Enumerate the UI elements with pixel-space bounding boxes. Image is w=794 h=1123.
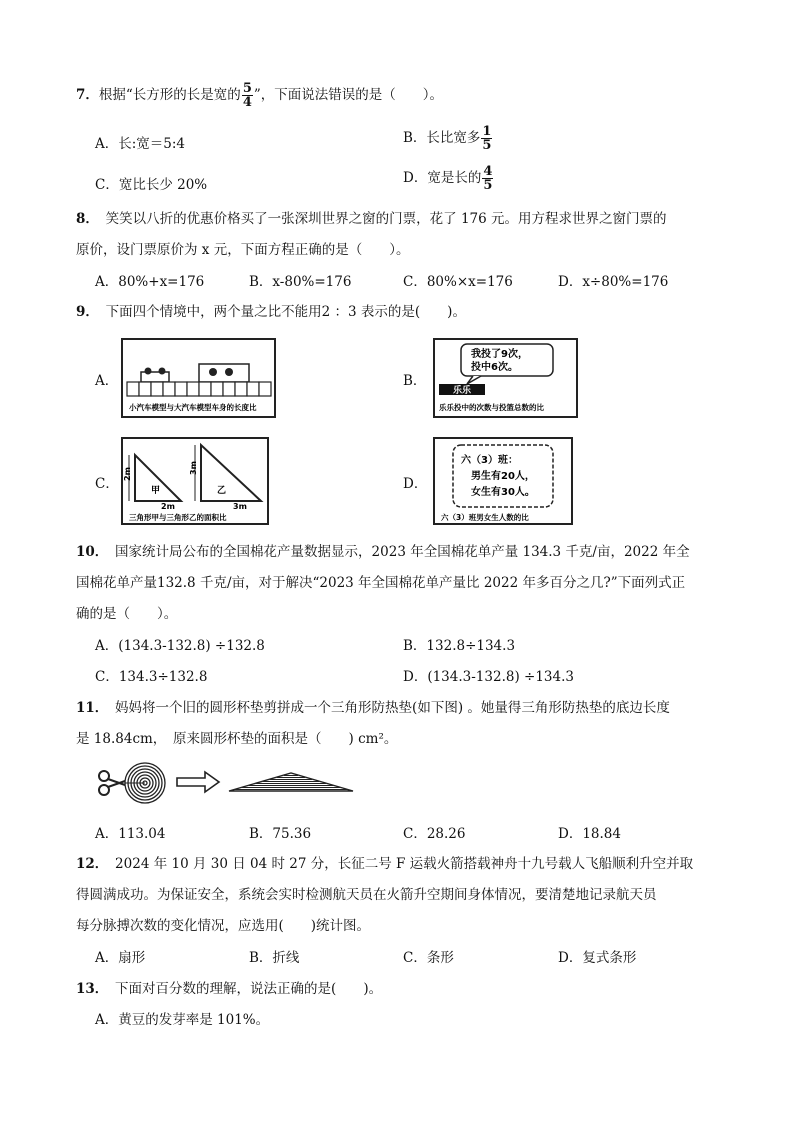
- q11-figure: [95, 760, 357, 804]
- coaster-circle-icon: [125, 763, 165, 803]
- q13-stem: 13． 下面对百分数的理解，说法正确的是( )。: [76, 981, 383, 997]
- base-yi: 3m: [233, 502, 247, 511]
- q9-figure-d[interactable]: [433, 437, 573, 525]
- arrow-right-icon: [177, 772, 219, 792]
- q12-stem-line1: 12． 2024 年 10 月 30 日 04 时 27 分，长征二号 F 运载火箭搭载神舟十九号载人飞船顺利升空并取: [76, 856, 694, 872]
- figure-a-caption: 小汽车模型与大汽车模型车身的长度比: [129, 403, 257, 412]
- q11-stem-line1: 11． 妈妈将一个旧的圆形杯垫剪拼成一个三角形防热垫(如下图) 。她量得三角形防热垫的底边长度: [76, 700, 670, 716]
- q8-option-d[interactable]: D．x÷80%=176: [558, 274, 669, 290]
- q9-stem: 9． 下面四个情境中，两个量之比不能用2 ：3 表示的是( )。: [76, 304, 466, 320]
- q7-option-d[interactable]: D．宽是长的 $\frac{4}{5}$: [403, 164, 493, 193]
- height-yi: 3m: [189, 461, 198, 475]
- label-jia: 甲: [151, 486, 161, 496]
- q10-option-b[interactable]: B．132.8÷134.3: [403, 638, 516, 654]
- q9-option-d-label[interactable]: D．: [403, 476, 428, 492]
- q9-figure-a[interactable]: [121, 338, 276, 418]
- q12-option-b[interactable]: B．折线: [249, 950, 300, 966]
- notice-line3: 女生有30人。: [471, 487, 535, 498]
- q11-number: 11．: [76, 700, 102, 716]
- q10-option-c[interactable]: C．134.3÷132.8: [95, 669, 208, 685]
- q13-number: 13．: [76, 981, 102, 997]
- q7-option-b-fraction: $\frac{1}{5}$: [482, 124, 492, 153]
- q10-number: 10．: [76, 544, 102, 560]
- q10-stem-line3: 确的是（ ）。: [76, 606, 178, 622]
- scissors-icon: [99, 771, 125, 795]
- q12-option-c[interactable]: C．条形: [403, 950, 454, 966]
- name-tag-lele: 乐乐: [453, 386, 472, 396]
- q8-number: 8．: [76, 211, 93, 227]
- q7-option-b[interactable]: B．长比宽多 $\frac{1}{5}$: [403, 124, 492, 153]
- triangles-image: [121, 437, 269, 525]
- q10-option-a[interactable]: A．(134.3-132.8) ÷132.8: [95, 638, 265, 654]
- q8-option-b[interactable]: B．x-80%=176: [249, 274, 352, 290]
- base-jia: 2m: [161, 502, 175, 511]
- q11-option-b[interactable]: B．75.36: [249, 826, 312, 842]
- q10-stem-line2: 国棉花单产量132.8 千克/亩，对于解决“2023 年全国棉花单产量比 2022 年多百分之几?”下面列式正: [76, 575, 686, 591]
- figure-c-caption: 三角形甲与三角形乙的面积比: [129, 513, 227, 522]
- figure-b-caption: 乐乐投中的次数与投篮总数的比: [439, 403, 544, 412]
- q11-option-a[interactable]: A．113.04: [95, 826, 166, 842]
- notice-line2: 男生有20人，: [471, 471, 535, 482]
- notice-line1: 六（3）班：: [461, 455, 518, 466]
- q8-stem-line1: 8． 笑笑以八折的优惠价格买了一张深圳世界之窗的门票，花了 176 元。用方程求世界之窗门票的: [76, 211, 667, 227]
- q7-option-a[interactable]: A．长:宽＝5:4: [95, 136, 186, 152]
- q7-option-c[interactable]: C．宽比长少 20%: [95, 177, 208, 193]
- q12-stem-line3: 每分脉搏次数的变化情况，应选用( )统计图。: [76, 918, 371, 934]
- class-notice-image: [433, 437, 573, 525]
- basketball-speech-image: [433, 338, 578, 418]
- q9-figure-b[interactable]: [433, 338, 578, 418]
- height-jia: 2m: [123, 467, 132, 481]
- label-yi: 乙: [217, 486, 227, 496]
- q10-option-d[interactable]: D．(134.3-132.8) ÷134.3: [403, 669, 574, 685]
- q9-number: 9．: [76, 304, 93, 320]
- q9-option-c-label[interactable]: C．: [95, 476, 119, 492]
- q7-number: 7．: [76, 87, 99, 103]
- q12-option-d[interactable]: D．复式条形: [558, 950, 637, 966]
- q7-option-d-fraction: $\frac{4}{5}$: [483, 164, 493, 193]
- q10-stem-line1: 10． 国家统计局公布的全国棉花产量数据显示，2023 年全国棉花单产量 134.3 千克/亩，2022 年全: [76, 544, 690, 560]
- speech-line2: 投中6次。: [471, 362, 518, 373]
- q11-option-c[interactable]: C．28.26: [403, 826, 466, 842]
- q13-option-a[interactable]: A．黄豆的发芽率是 101%。: [95, 1012, 270, 1028]
- q12-option-a[interactable]: A．扇形: [95, 950, 146, 966]
- triangle-pad-icon: [229, 773, 353, 791]
- q8-option-c[interactable]: C．80%×x=176: [403, 274, 513, 290]
- q11-stem-line2: 是 18.84cm， 原来圆形杯垫的面积是（ ) cm²。: [76, 731, 398, 747]
- q7-stem: 7．根据“长方形的长是宽的 $\frac{5}{4}$ ”，下面说法错误的是（ ）。: [76, 81, 444, 110]
- q12-stem-line2: 得圆满成功。为保证安全，系统会实时检测航天员在火箭升空期间身体情况，要清楚地记录航天员: [76, 887, 657, 903]
- q8-stem-line2: 原价，设门票原价为 x 元，下面方程正确的是（ ）。: [76, 242, 410, 258]
- figure-d-caption: 六（3）班男女生人数的比: [441, 513, 529, 522]
- q8-option-a[interactable]: A．80%+x=176: [95, 274, 205, 290]
- q11-option-d[interactable]: D．18.84: [558, 826, 621, 842]
- q9-option-b-label[interactable]: B．: [403, 373, 427, 389]
- car-models-image: [121, 338, 276, 418]
- q9-option-a-label[interactable]: A．: [95, 373, 119, 389]
- q12-number: 12．: [76, 856, 102, 872]
- speech-line1: 我投了9次，: [471, 349, 528, 360]
- q9-figure-c[interactable]: [121, 437, 269, 525]
- q7-fraction: $\frac{5}{4}$: [242, 81, 252, 110]
